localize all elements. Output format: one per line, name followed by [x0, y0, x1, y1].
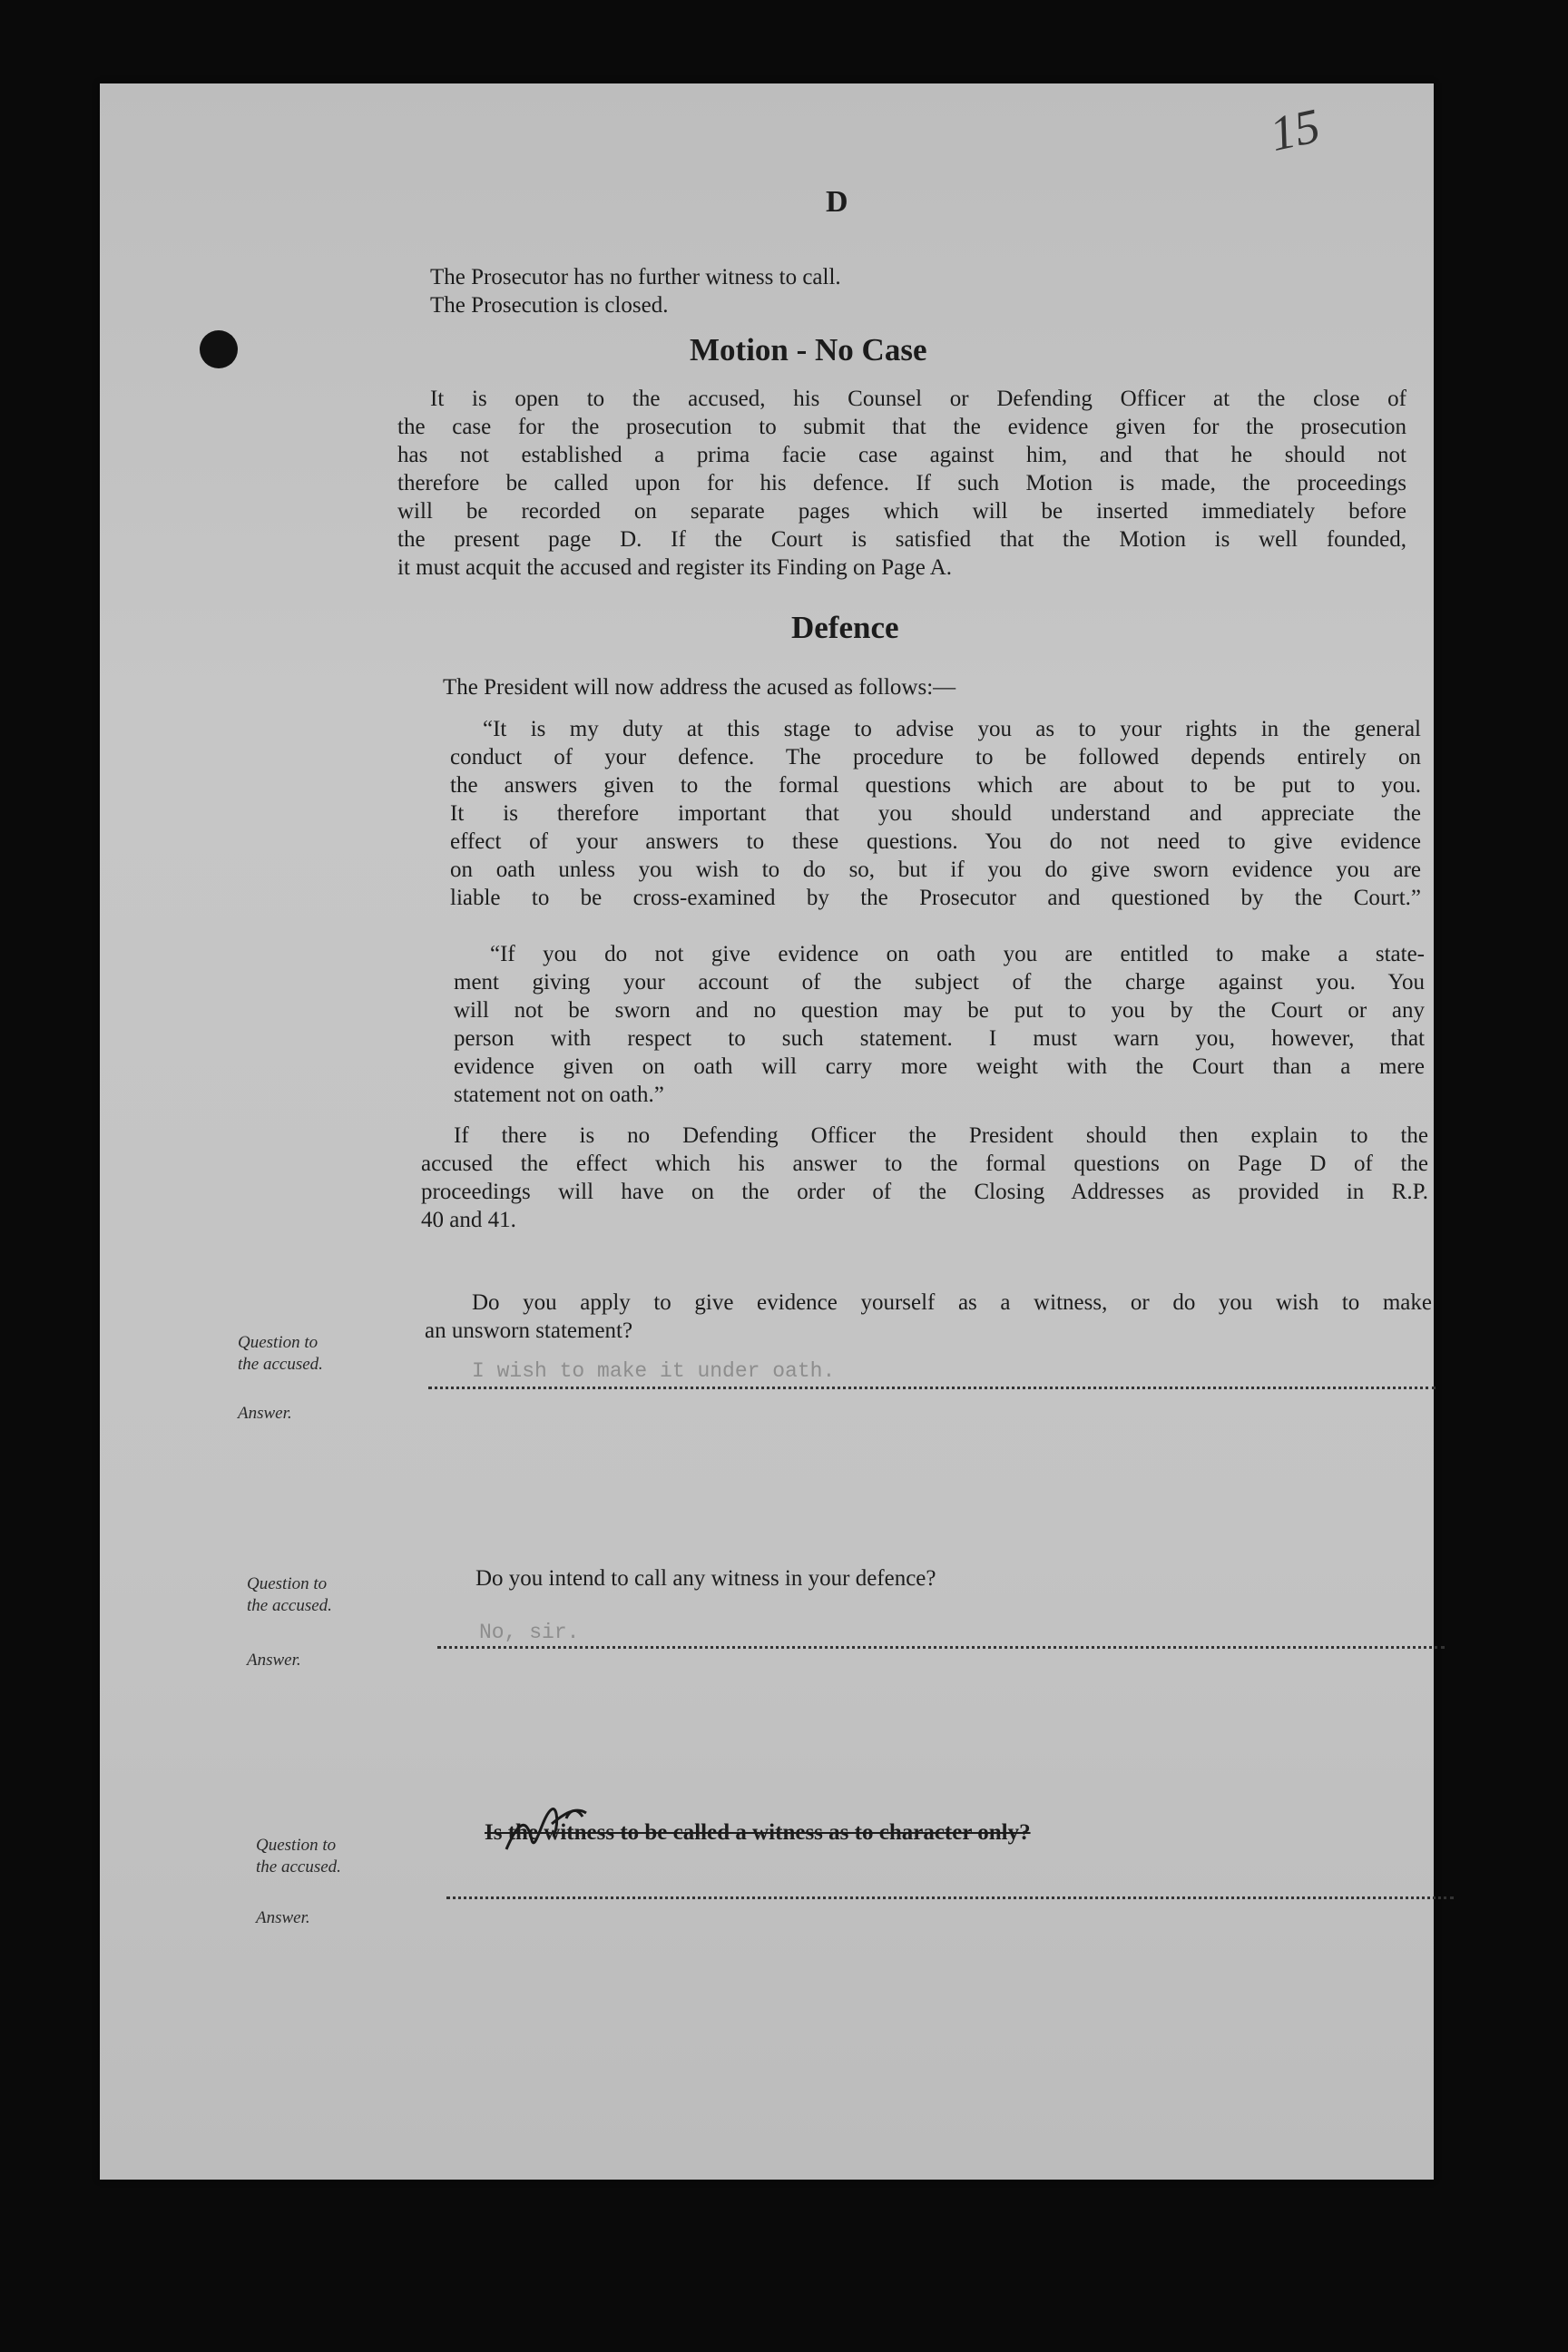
paragraph-line: If there is no Defending Officer the President should then explain to the [454, 1123, 1428, 1148]
paragraph-line: accused the effect which his answer to the formal questions on Page D of the [421, 1152, 1428, 1176]
defence-intro-line: The President will now address the acused as follows:— [443, 675, 956, 700]
question-line: an unsworn statement? [425, 1318, 633, 1343]
paragraph-line: conduct of your defence. The procedure to be followed depends entirely on [450, 745, 1421, 769]
defence-intro [443, 673, 956, 701]
intro-line: The Prosecution is closed. [430, 293, 669, 318]
paragraph-line: on oath unless you wish to do so, but if you do give sworn evidence you are [450, 858, 1421, 882]
question-line: Do you apply to give evidence yourself as a witness, or do you wish to make [472, 1290, 1432, 1315]
document-page [100, 83, 1434, 2180]
defence-paragraph-1 [450, 715, 1421, 912]
defence-paragraph-2 [454, 940, 1425, 1109]
answer-1-line [428, 1387, 1436, 1389]
motion-line: has not established a prima facie case against him, and that he should not [397, 443, 1406, 467]
paragraph-line: proceedings will have on the order of the Closing Addresses as provided in R.P. [421, 1180, 1428, 1204]
struck-question-line: Is the witness to be called a witness as to character only? [485, 1820, 1031, 1845]
paragraph-line: person with respect to such statement. I must warn you, however, that [454, 1026, 1425, 1051]
answer-3-line [446, 1896, 1454, 1899]
answer-2-text: No, sir. [479, 1621, 580, 1644]
question-label: Question to the accused. [238, 1333, 323, 1374]
defence-heading: Defence [791, 610, 899, 645]
motion-line: the present page D. If the Court is satisfied that the Motion is well founded, [397, 527, 1406, 552]
paragraph-line: ment giving your account of the subject of the charge against you. You [454, 970, 1425, 995]
question-2-text [475, 1564, 936, 1592]
handwritten-initials-icon [499, 1797, 599, 1860]
question-line: Do you intend to call any witness in your defence? [475, 1566, 936, 1591]
page-letter: D [826, 185, 848, 219]
paragraph-line: statement not on oath.” [454, 1083, 664, 1107]
paragraph-line: effect of your answers to these questions. You do not need to give evidence [450, 829, 1421, 854]
paragraph-line: 40 and 41. [421, 1208, 516, 1232]
paragraph-line: “If you do not give evidence on oath you are entitled to make a state- [490, 942, 1425, 966]
paragraph-line: the answers given to the formal questions which are about to be put to you. [450, 773, 1421, 798]
handwritten-page-number: 15 [1265, 98, 1325, 162]
paragraph-line: liable to be cross-examined by the Prosecutor and questioned by the Court.” [450, 886, 1421, 910]
answer-1-text: I wish to make it under oath. [472, 1359, 836, 1383]
defence-paragraph-3 [421, 1122, 1428, 1234]
answer-label: Answer. [256, 1908, 310, 1927]
answer-label: Answer. [238, 1404, 292, 1423]
answer-label: Answer. [247, 1651, 301, 1670]
motion-line: the case for the prosecution to submit that the evidence given for the prosecution [397, 415, 1406, 439]
motion-line: therefore be called upon for his defence. If such Motion is made, the proceedings [397, 471, 1406, 495]
motion-line: it must acquit the accused and register its Finding on Page A. [397, 555, 952, 580]
motion-line: will be recorded on separate pages which will be inserted immediately before [397, 499, 1406, 524]
punch-hole-icon [200, 330, 238, 368]
question-1-text [425, 1289, 1432, 1345]
question-label: Question to the accused. [256, 1836, 341, 1877]
question-label: Question to the accused. [247, 1574, 332, 1615]
paragraph-line: evidence given on oath will carry more weight with the Court than a mere [454, 1054, 1425, 1079]
motion-line: It is open to the accused, his Counsel or Defending Officer at the close of [430, 387, 1406, 411]
answer-2-line [437, 1646, 1445, 1649]
motion-heading: Motion - No Case [690, 332, 927, 368]
paragraph-line: “It is my duty at this stage to advise you as to your rights in the general [483, 717, 1421, 741]
prosecution-closed-notice [430, 263, 841, 319]
paragraph-line: will not be sworn and no question may be put to you by the Court or any [454, 998, 1425, 1023]
motion-paragraph [397, 385, 1406, 582]
paragraph-line: It is therefore important that you should understand and appreciate the [450, 801, 1421, 826]
intro-line: The Prosecutor has no further witness to call. [430, 265, 841, 289]
